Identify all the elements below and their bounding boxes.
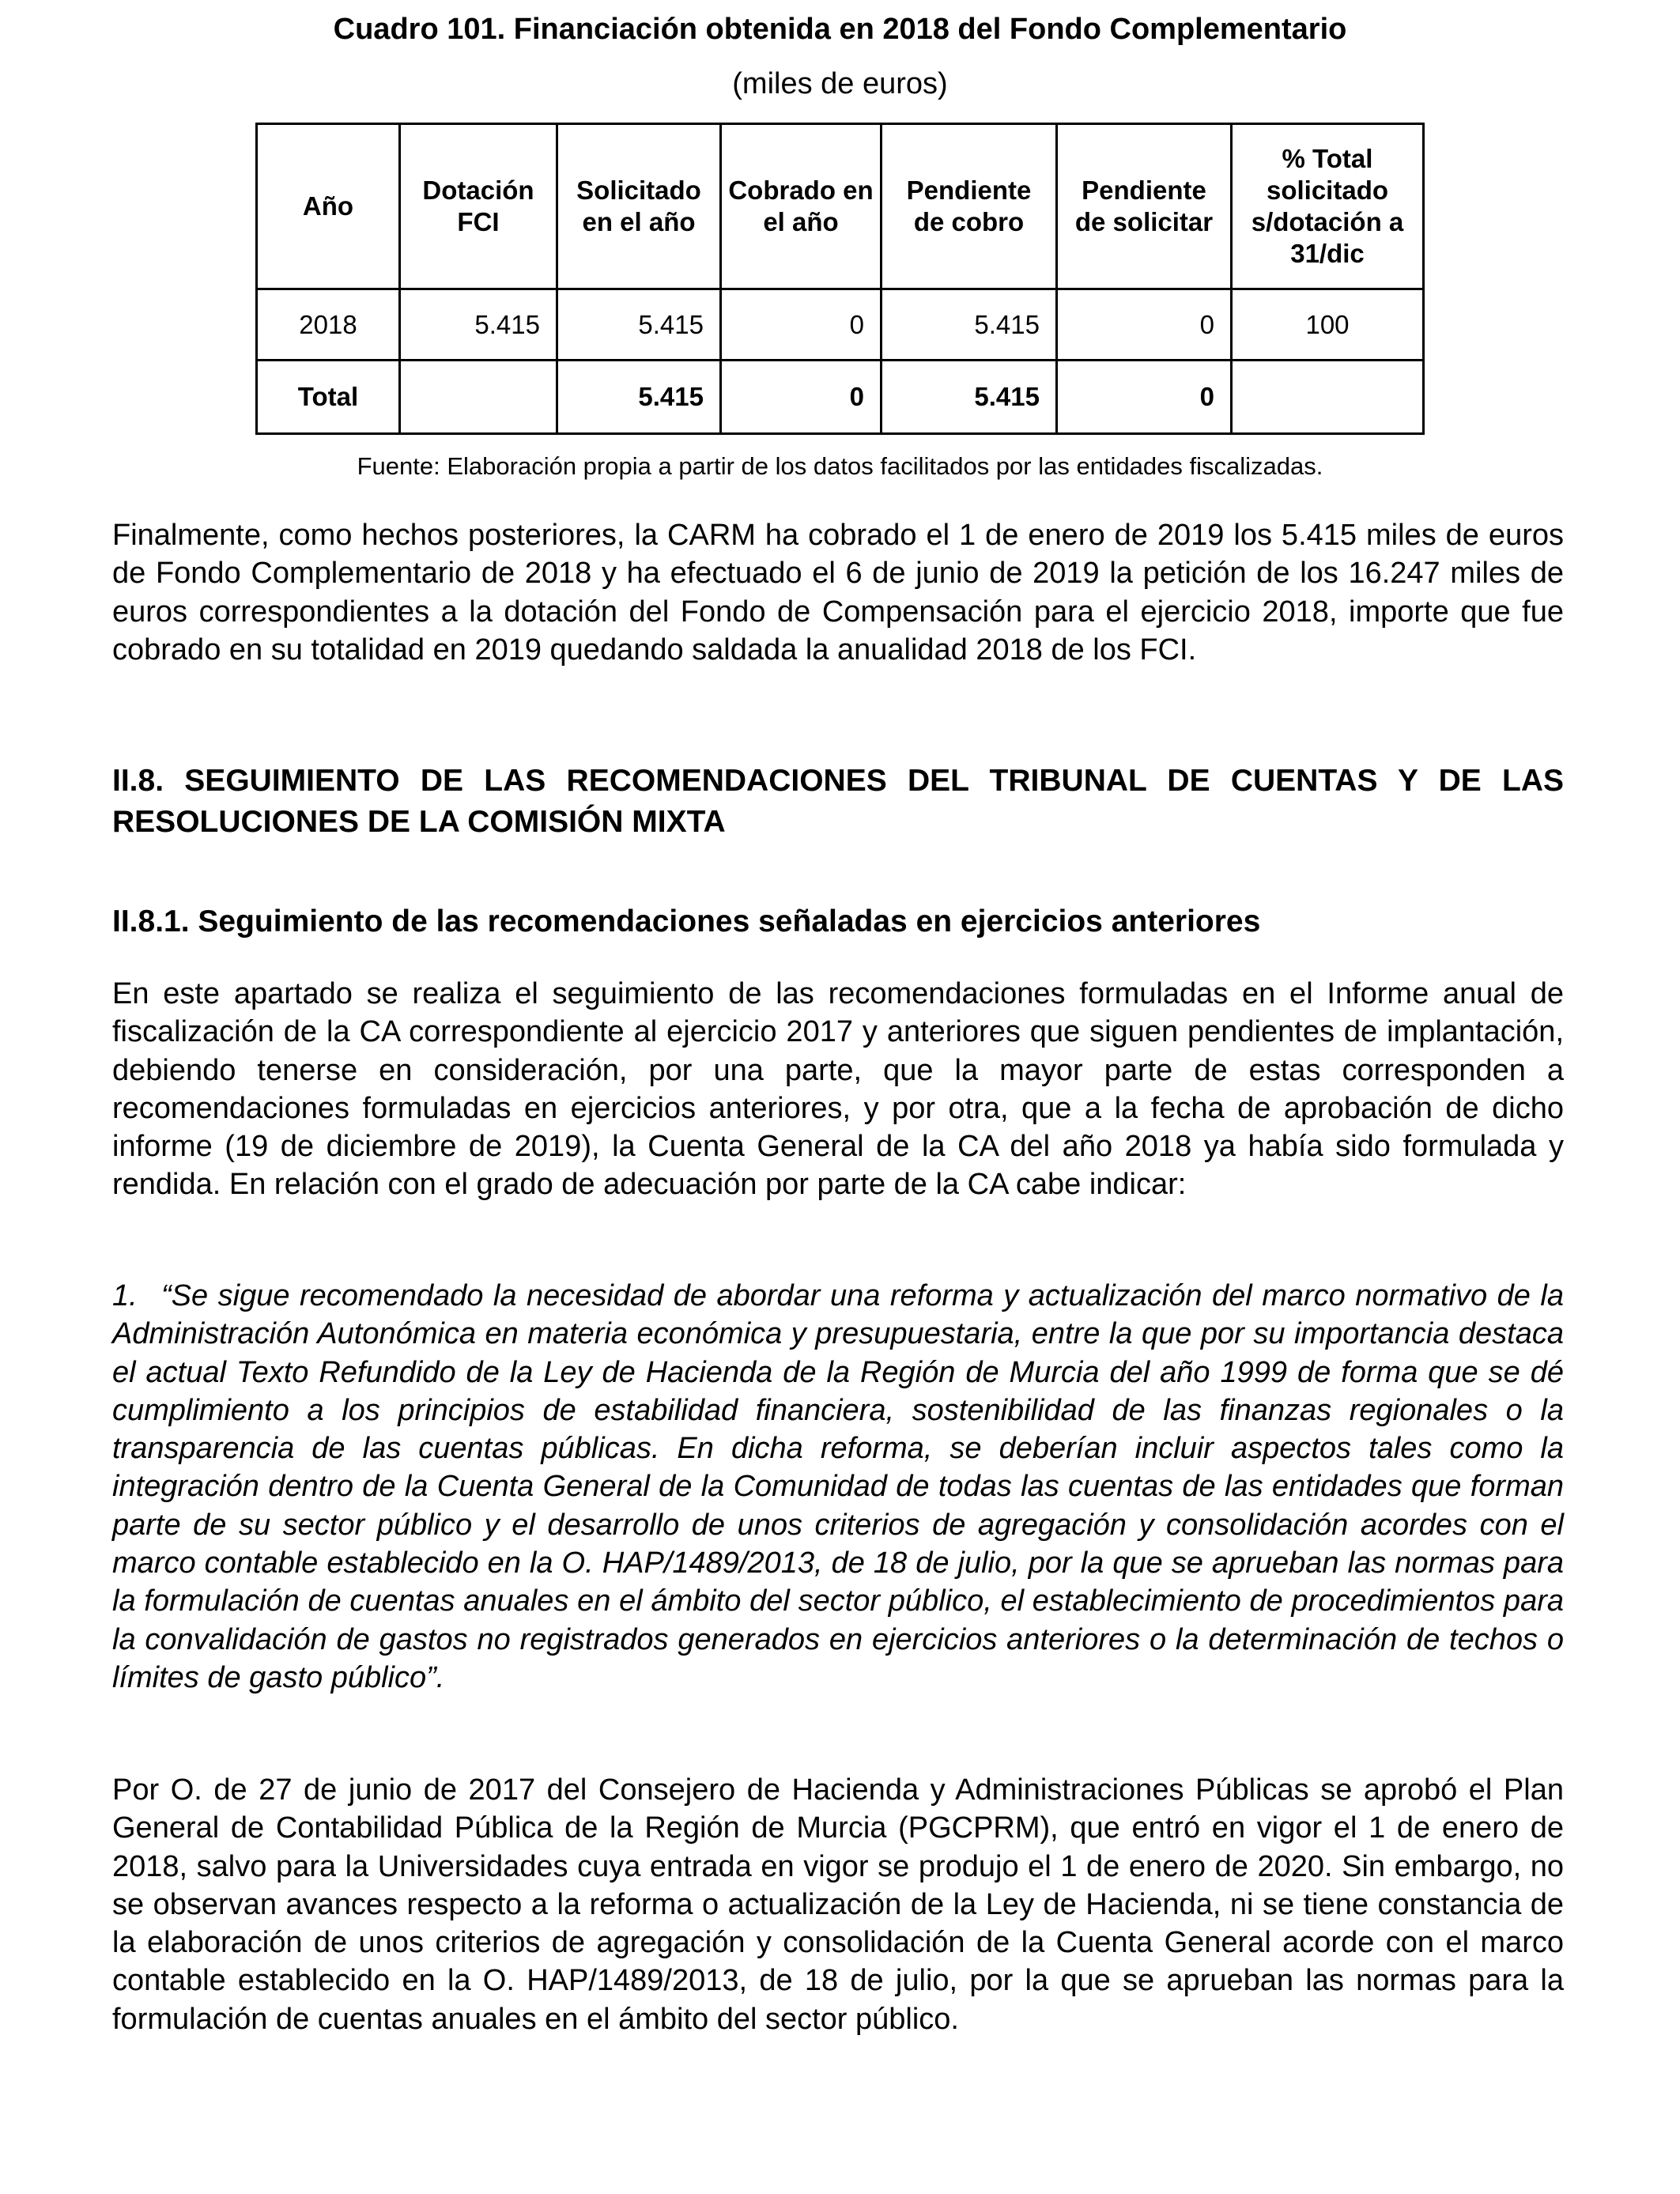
cell-requested: 5.415 bbox=[557, 289, 721, 361]
header-collected: Cobrado en el año bbox=[721, 124, 882, 289]
total-label: Total bbox=[257, 361, 400, 434]
table-row bbox=[257, 289, 1424, 361]
financing-table bbox=[255, 123, 1425, 435]
header-pending-collection: Pendiente de cobro bbox=[882, 124, 1057, 289]
paragraph-follow-up-intro: En este apartado se realiza el seguimiento de las recomendaciones formuladas en el Informe anual de fiscalización de la CA correspondiente al ejercicio 2017 y anteriores que siguen pendientes de implantación, debiendo tenerse en consideración, por una parte, que la mayor parte de estas corresponden a recomendaciones formuladas en ejercicios anteriores, y por otra, que a la fecha de aprobación de dicho informe (19 de diciembre de 2019), la Cuenta General de la CA del año 2018 ya había sido formulada y rendida. En relación con el grado de adecuación por parte de la CA cabe indicar: bbox=[112, 977, 1564, 1202]
recommendation-number: 1. bbox=[112, 1279, 138, 1312]
header-fci-allocation: Dotación FCI bbox=[400, 124, 557, 289]
table-source-note: Fuente: Elaboración propia a partir de los datos facilitados por las entidades fiscalizadas. bbox=[357, 452, 1323, 480]
table-title: Cuadro 101. Financiación obtenida en 2018 del Fondo Complementario bbox=[333, 13, 1347, 46]
total-pending-collection: 5.415 bbox=[882, 361, 1057, 434]
cell-percent-requested: 100 bbox=[1232, 289, 1424, 361]
cell-pending-collection: 5.415 bbox=[882, 289, 1057, 361]
paragraph-pgcprm: Por O. de 27 de junio de 2017 del Consejero de Hacienda y Administraciones Públicas se aprobó el Plan General de Contabilidad Pública de la Región de Murcia (PGCPRM), que entró en vigor el 1 de enero de 2018, salvo para la Universidades cuya entrada en vigor se produjo el 1 de enero de 2020. Sin embargo, no se observan avances respecto a la reforma o actualización de la Ley de Hacienda, ni se tiene constancia de la elaboración de unos criterios de agregación y consolidación de la Cuenta General acorde con el marco contable establecido en la O. HAP/1489/2013, de 18 de julio, por la que se aprueban las normas para la formulación de cuentas anuales en el ámbito del sector público. bbox=[112, 1773, 1564, 2036]
table-header-row bbox=[257, 124, 1424, 289]
cell-year: 2018 bbox=[257, 289, 400, 361]
total-percent-requested bbox=[1232, 361, 1424, 434]
cell-pending-request: 0 bbox=[1057, 289, 1232, 361]
total-pending-request: 0 bbox=[1057, 361, 1232, 434]
section-heading: II.8. SEGUIMIENTO DE LAS RECOMENDACIONES DEL TRIBUNAL DE CUENTAS Y DE LAS RESOLUCIONES DE LA COMISIÓN MIXTA bbox=[112, 764, 1564, 839]
recommendation-text: “Se sigue recomendado la necesidad de abordar una reforma y actualización del marco normativo de la Administración Autonómica en materia económica y presupuestaria, entre la que por su importancia destaca el actual Texto Refundido de la Ley de Hacienda de la Región de Murcia del año 1999 de forma que se dé cumplimiento a los principios de estabilidad financiera, sostenibilidad de las finanzas regionales o la transparencia de las cuentas públicas. En dicha reforma, se deberían incluir aspectos tales como la integración dentro de la Cuenta General de la Comunidad de todas las cuentas de las entidades que forman parte de su sector público y el desarrollo de unos criterios de agregación y consolidación acordes con el marco contable establecido en la O. HAP/1489/2013, de 18 de julio, por la que se aprueban las normas para la formulación de cuentas anuales en el ámbito del sector público, el establecimiento de procedimientos para la convalidación de gastos no registrados generados en ejercicios anteriores o la determinación de techos o límites de gasto público”. bbox=[112, 1279, 1564, 1694]
table-units: (miles de euros) bbox=[732, 67, 948, 100]
recommendation-quote bbox=[112, 1277, 1564, 1697]
cell-fci-allocation: 5.415 bbox=[400, 289, 557, 361]
header-year: Año bbox=[257, 124, 400, 289]
subsection-heading: II.8.1. Seguimiento de las recomendaciones señaladas en ejercicios anteriores bbox=[112, 904, 1261, 938]
header-requested: Solicitado en el año bbox=[557, 124, 721, 289]
cell-collected: 0 bbox=[721, 289, 882, 361]
header-pending-request: Pendiente de solicitar bbox=[1057, 124, 1232, 289]
table-total-row bbox=[257, 361, 1424, 434]
total-collected: 0 bbox=[721, 361, 882, 434]
header-percent-requested: % Total solicitado s/dotación a 31/dic bbox=[1232, 124, 1424, 289]
total-requested: 5.415 bbox=[557, 361, 721, 434]
total-fci-allocation bbox=[400, 361, 557, 434]
paragraph-post-events: Finalmente, como hechos posteriores, la CARM ha cobrado el 1 de enero de 2019 los 5.415 miles de euros de Fondo Complementario de 2018 y ha efectuado el 6 de junio de 2019 la petición de los 16.247 miles de euros correspondientes a la dotación del Fondo de Compensación para el ejercicio 2018, importe que fue cobrado en su totalidad en 2019 quedando saldada la anualidad 2018 de los FCI. bbox=[112, 519, 1564, 667]
